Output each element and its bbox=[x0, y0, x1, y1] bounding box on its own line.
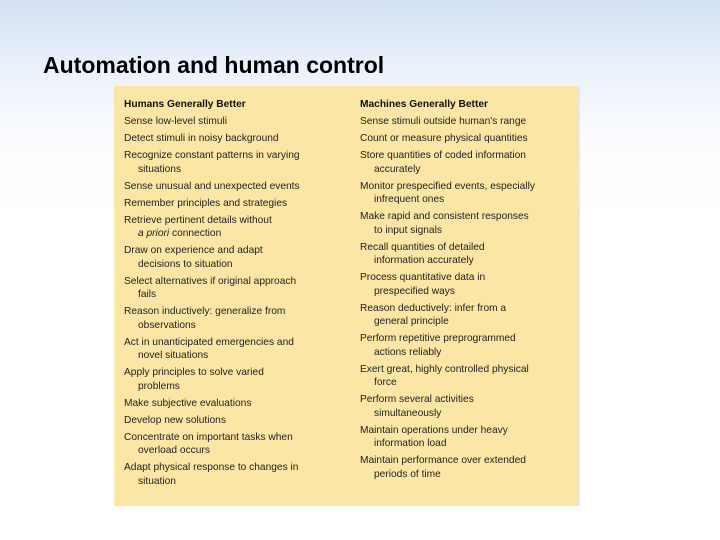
machines-list-item bbox=[360, 132, 570, 146]
humans-list-item bbox=[124, 244, 339, 271]
machines-list-item bbox=[360, 302, 570, 329]
humans-column bbox=[124, 98, 339, 492]
machines-list-item-line: prespecified ways bbox=[374, 285, 455, 297]
humans-list-item bbox=[124, 336, 339, 363]
machines-list-item-line: Reason deductively: infer from a bbox=[360, 302, 507, 314]
humans-list-item-line: Select alternatives if original approach bbox=[124, 275, 297, 287]
humans-list-item bbox=[124, 431, 339, 458]
humans-list-item bbox=[124, 115, 339, 129]
slide-title: Automation and human control bbox=[43, 52, 385, 78]
humans-list-item bbox=[124, 461, 339, 488]
machines-list-item-line: actions reliably bbox=[374, 346, 442, 358]
machines-list-item bbox=[360, 363, 570, 390]
humans-list-item bbox=[124, 366, 339, 393]
humans-list-item bbox=[124, 275, 339, 302]
comparison-table bbox=[114, 86, 578, 506]
machines-list-item-line: Sense stimuli outside human's range bbox=[360, 116, 527, 127]
machines-list-item-line: Exert great, highly controlled physical bbox=[360, 363, 529, 375]
humans-list-item bbox=[124, 132, 339, 146]
machines-list-item-line: information accurately bbox=[374, 255, 474, 266]
machines-list-item-line: general principle bbox=[374, 316, 449, 327]
humans-list-item-line: novel situations bbox=[138, 350, 209, 361]
machines-list-item-line: information load bbox=[374, 438, 447, 449]
machines-list bbox=[360, 115, 570, 481]
machines-list-item-line: Recall quantities of detailed bbox=[360, 241, 485, 253]
machines-list-item bbox=[360, 115, 570, 129]
humans-list-item-line: Reason inductively: generalize from bbox=[124, 306, 286, 317]
humans-list-item-line: observations bbox=[138, 319, 196, 331]
humans-list-item-line: Adapt physical response to changes in bbox=[124, 462, 299, 473]
humans-list-item-line: problems bbox=[138, 380, 180, 392]
humans-list-item-line: Retrieve pertinent details without bbox=[124, 214, 272, 226]
humans-column-header: Humans Generally Better bbox=[124, 99, 246, 110]
humans-list-item-line: Sense unusual and unexpected events bbox=[124, 180, 300, 192]
humans-list-item-line: situations bbox=[138, 163, 182, 175]
machines-list-item bbox=[360, 271, 570, 298]
machines-list-item bbox=[360, 424, 570, 451]
machines-list-item-line: Count or measure physical quantities bbox=[360, 133, 528, 144]
humans-list-item bbox=[124, 305, 339, 332]
machines-list-item-line: to input signals bbox=[374, 224, 442, 236]
machines-list-item bbox=[360, 454, 570, 481]
machines-list-item-line: Store quantities of coded information bbox=[360, 150, 526, 161]
humans-list-item-line: Make subjective evaluations bbox=[124, 397, 252, 409]
humans-list-item-line: Remember principles and strategies bbox=[124, 197, 288, 209]
machines-list-item-line: accurately bbox=[374, 163, 421, 175]
humans-list-item-line: Detect stimuli in noisy background bbox=[124, 133, 279, 144]
humans-list-item-line: Concentrate on important tasks when bbox=[124, 431, 293, 443]
humans-list-item-line: Act in unanticipated emergencies and bbox=[124, 336, 294, 348]
humans-list-item-line: fails bbox=[138, 289, 157, 300]
humans-list-item-line: Draw on experience and adapt bbox=[124, 245, 263, 256]
humans-list-item-line: overload occurs bbox=[138, 445, 210, 456]
machines-list-item-line: periods of time bbox=[374, 468, 441, 480]
machines-list-item-line: simultaneously bbox=[374, 407, 442, 419]
machines-list-item-line: Monitor prespecified events, especially bbox=[360, 180, 535, 192]
machines-list-item bbox=[360, 241, 570, 268]
machines-list-item-line: Process quantitative data in bbox=[360, 272, 486, 283]
machines-list-item-line: force bbox=[374, 377, 397, 388]
humans-list-item-line: decisions to situation bbox=[138, 258, 233, 270]
humans-list-item bbox=[124, 214, 339, 241]
machines-list-item-line: Maintain operations under heavy bbox=[360, 424, 508, 436]
machines-list-item-line: Perform repetitive preprogrammed bbox=[360, 333, 516, 344]
machines-list-item bbox=[360, 393, 570, 420]
machines-list-item bbox=[360, 180, 570, 207]
humans-list-item bbox=[124, 180, 339, 194]
humans-list-item bbox=[124, 397, 339, 411]
humans-list-item-line: Apply principles to solve varied bbox=[124, 367, 264, 378]
humans-list-item bbox=[124, 414, 339, 428]
humans-list-item-line: Recognize constant patterns in varying bbox=[124, 150, 300, 161]
humans-list-item-line: a priori connection bbox=[138, 228, 222, 239]
machines-column bbox=[360, 98, 570, 485]
machines-list-item bbox=[360, 210, 570, 237]
humans-list-item-line: Sense low-level stimuli bbox=[124, 116, 228, 127]
humans-list-item-line: Develop new solutions bbox=[124, 414, 226, 426]
machines-list-item bbox=[360, 332, 570, 359]
machines-list-item-line: Perform several activities bbox=[360, 394, 474, 405]
machines-list-item-line: Make rapid and consistent responses bbox=[360, 211, 529, 222]
humans-list bbox=[124, 115, 339, 488]
humans-list-item-line: situation bbox=[138, 475, 176, 487]
machines-list-item bbox=[360, 149, 570, 176]
machines-list-item-line: Maintain performance over extended bbox=[360, 455, 526, 466]
humans-list-item bbox=[124, 149, 339, 176]
machines-column-header: Machines Generally Better bbox=[360, 99, 488, 110]
machines-list-item-line: infrequent ones bbox=[374, 194, 445, 205]
humans-list-item bbox=[124, 197, 339, 211]
